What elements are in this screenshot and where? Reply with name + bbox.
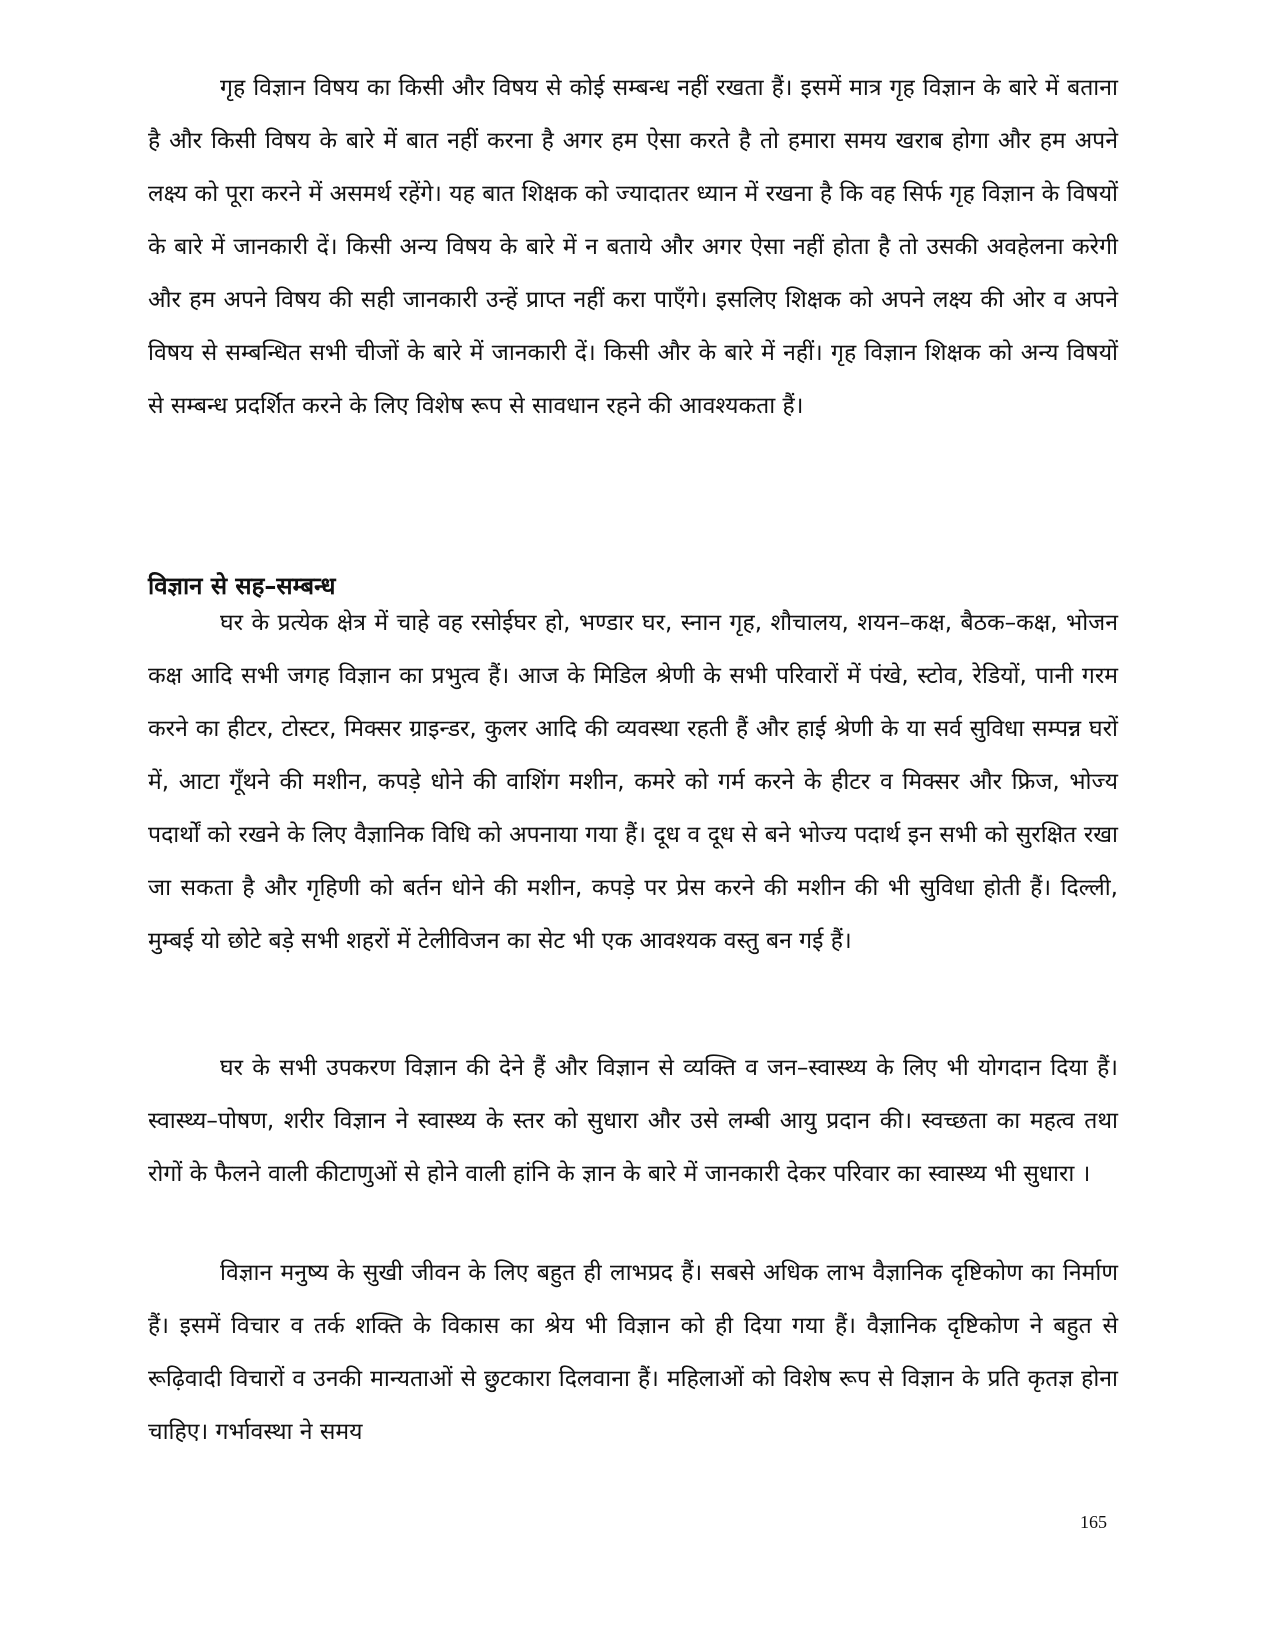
paragraph-home-science-relation: गृह विज्ञान विषय का किसी और विषय से कोई सम्बन्ध नहीं रखता हैं। इसमें मात्र गृह विज्ञान के बारे में बताना है और किसी विषय के बारे में बात नहीं करना है अगर हम ऐसा करते है तो हमारा समय खराब होगा और हम अपने लक्ष्य को पूरा करने में असमर्थ रहेंगे। यह बात शिक्षक को ज्यादातर ध्यान में रखना है कि वह सिर्फ गृह विज्ञान के विषयों के बारे में जानकारी दें। किसी अन्य विषय के बारे में न बताये और अगर ऐसा नहीं होता है तो उसकी अवहेलना करेगी और हम अपने विषय की सही जानकारी उन्हें प्राप्त नहीं करा पाएँगे। इसलिए शिक्षक को अपने लक्ष्य की ओर व अपने विषय से सम्बन्धित सभी चीजों के बारे में जानकारी दें। किसी और के बारे में नहीं। गृह विज्ञान शिक्षक को अन्य विषयों से सम्बन्ध प्रदर्शित करने के लिए विशेष रूप से सावधान रहने की आवश्यकता हैं। — [148, 75, 1118, 419]
page-number: 165 — [1080, 1512, 1107, 1532]
paragraph-science-in-home: घर के प्रत्येक क्षेत्र में चाहे वह रसोईघर हो, भण्डार घर, स्नान गृह, शौचालय, शयन–कक्ष, बैठक–कक्ष, भोजन कक्ष आदि सभी जगह विज्ञान का प्रभुत्व हैं। आज के मिडिल श्रेणी के सभी परिवारों में पंखे, स्टोव, रेडियों, पानी गरम करने का हीटर, टोस्टर, मिक्सर ग्राइन्डर, कुलर आदि की व्यवस्था रहती हैं और हाई श्रेणी के या सर्व सुविधा सम्पन्न घरों में, आटा गूँथने की मशीन, कपड़े धोने की वाशिंग मशीन, कमरे को गर्म करने के हीटर व मिक्सर और फ्रिज, भोज्य पदार्थों को रखने के लिए वैज्ञानिक विधि को अपनाया गया हैं। दूध व दूध से बने भोज्य पदार्थ इन सभी को सुरक्षित रखा जा सकता है और गृहिणी को बर्तन धोने की मशीन, कपड़े पर प्रेस करने की मशीन की भी सुविधा होती हैं। दिल्ली, मुम्बई यो छोटे बड़े सभी शहरों में टेलीविजन का सेट भी एक आवश्यक वस्तु बन गई हैं। — [148, 610, 1118, 954]
paragraph-health-contribution: घर के सभी उपकरण विज्ञान की देने हैं और विज्ञान से व्यक्ति व जन–स्वास्थ्य के लिए भी योगदान दिया हैं। स्वास्थ्य–पोषण, शरीर विज्ञान ने स्वास्थ्य के स्तर को सुधारा और उसे लम्बी आयु प्रदान की। स्वच्छता का महत्व तथा रोगों के फैलने वाली कीटाणुओं से होने वाली हांनि के ज्ञान के बारे में जानकारी देकर परिवार का स्वास्थ्य भी सुधारा । — [148, 1055, 1118, 1187]
section-heading-science-correlation: विज्ञान से सह–सम्बन्ध — [148, 572, 336, 600]
paragraph-scientific-outlook: विज्ञान मनुष्य के सुखी जीवन के लिए बहुत ही लाभप्रद हैं। सबसे अधिक लाभ वैज्ञानिक दृष्टिकोण का निर्माण हैं। इसमें विचार व तर्क शक्ति के विकास का श्रेय भी विज्ञान को ही दिया गया हैं। वैज्ञानिक दृष्टिकोण ने बहुत से रूढ़िवादी विचारों व उनकी मान्यताओं से छुटकारा दिलवाना हैं। महिलाओं को विशेष रूप से विज्ञान के प्रति कृतज्ञ होना चाहिए। गर्भावस्था ने समय — [148, 1260, 1118, 1445]
